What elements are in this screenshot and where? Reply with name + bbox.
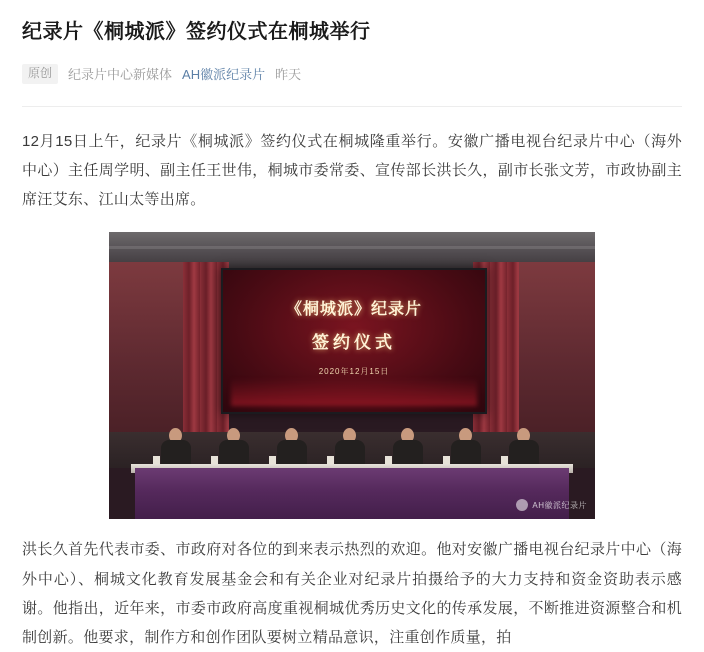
article-paragraph-2: 洪长久首先代表市委、市政府对各位的到来表示热烈的欢迎。他对安徽广播电视台纪录片中心（海外中心）、桐城文化教育发展基金会和有关企业对纪录片拍摄给予的大力支持和资金资助表示感谢。他指出，近年来，市委市政府高度重视桐城优秀历史文化的传承发展，不断推进资源整合和机制创新。他要求，制作方和创作团队要树立精品意识，注重创作质量，拍 [22, 541, 682, 647]
screen-title-line2: 签约仪式 [312, 333, 396, 353]
article-figure [22, 232, 682, 519]
photo-watermark [516, 499, 587, 511]
original-badge: 原创 [22, 64, 58, 84]
article-paragraph-1: 12月15日上午，纪录片《桐城派》签约仪式在桐城隆重举行。安徽广播电视台纪录片中心（海外中心）主任周学明、副主任王世伟，桐城市委常委、宣传部长洪长久，副市长张文芳，市政协副主席汪艾东、江山太等出席。 [22, 132, 682, 209]
meta-timestamp: 昨天 [275, 67, 302, 83]
meta-account-link[interactable]: AH徽派纪录片 [182, 67, 266, 83]
photo-stage-screen [221, 268, 487, 414]
screen-date: 2020年12月15日 [318, 367, 390, 377]
photo-table-skirt [135, 468, 569, 519]
header-divider [22, 106, 682, 107]
meta-source: 纪录片中心新媒体 [68, 67, 173, 83]
page-title: 纪录片《桐城派》签约仪式在桐城举行 [22, 21, 371, 43]
article-meta [22, 64, 682, 84]
screen-title-line1: 《桐城派》纪录片 [285, 301, 422, 319]
watermark-label: AH徽派纪录片 [532, 500, 587, 510]
signing-ceremony-photo [109, 232, 595, 519]
watermark-logo-icon [516, 499, 528, 511]
